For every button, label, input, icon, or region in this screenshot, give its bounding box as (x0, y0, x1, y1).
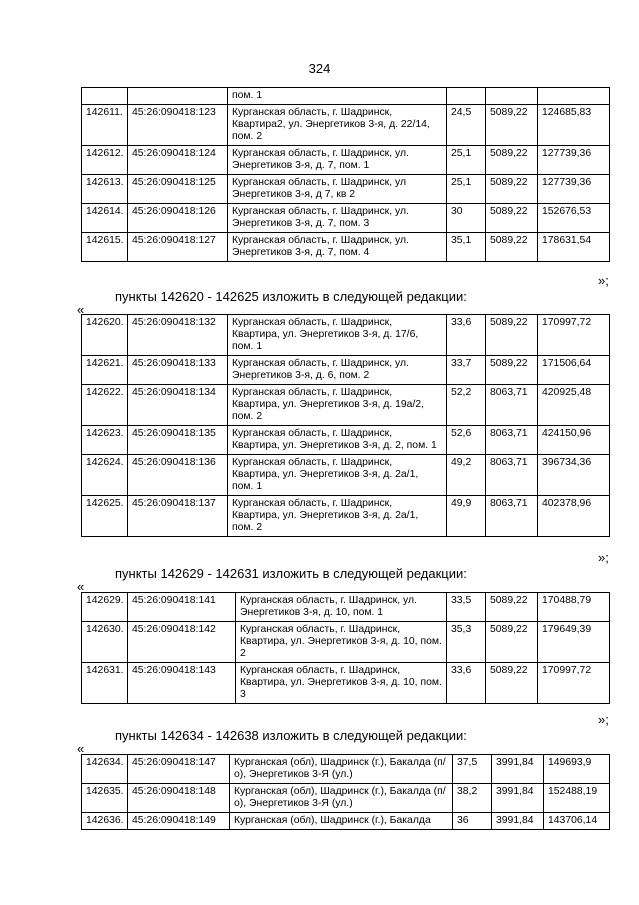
address-cell: Курганская область, г. Шадринск, Квартира, ул. Энергетиков 3-я, д. 2а/1, пом. 1 (228, 455, 447, 496)
area-cell: 25,1 (447, 146, 486, 175)
total-cell: 124685,83 (538, 105, 610, 146)
address-cell: Курганская область, г. Шадринск, ул. Энергетиков 3-я, д. 6, пом. 2 (228, 356, 447, 385)
cadastral-number-cell: 45:26:090418:124 (128, 146, 228, 175)
address-cell: Курганская область, г. Шадринск, ул Энергетиков 3-я, д 7, кв 2 (228, 175, 447, 204)
area-cell: 24,5 (447, 105, 486, 146)
price-cell: 8063,71 (486, 455, 538, 496)
area-cell: 33,6 (447, 663, 486, 704)
cadastral-number-cell: 45:26:090418:149 (128, 813, 230, 830)
price-cell: 5089,22 (486, 593, 538, 622)
item-number-cell: 142636. (82, 813, 128, 830)
section-heading-1: пункты 142620 - 142625 изложить в следующей редакции: (115, 289, 467, 304)
closing-quote-1: »; (598, 273, 609, 288)
table-row (82, 755, 610, 784)
table-row (82, 455, 610, 496)
area-cell: 49,9 (447, 496, 486, 537)
area-cell: 25,1 (447, 175, 486, 204)
total-cell: 170997,72 (538, 663, 610, 704)
table-row (82, 105, 610, 146)
item-number-cell: 142624. (82, 455, 128, 496)
cadastral-number-cell: 45:26:090418:143 (128, 663, 236, 704)
item-number-cell: 142634. (82, 755, 128, 784)
address-cell: Курганская (обл), Шадринск (г.), Бакалда (230, 813, 453, 830)
item-number-cell: 142615. (82, 233, 128, 262)
item-number-cell: 142621. (82, 356, 128, 385)
total-cell: 170997,72 (538, 315, 610, 356)
cadastral-number-cell: 45:26:090418:126 (128, 204, 228, 233)
table-row (82, 622, 610, 663)
table-2 (81, 314, 610, 537)
total-cell: 420925,48 (538, 385, 610, 426)
item-number-cell: 142623. (82, 426, 128, 455)
address-cell: Курганская область, г. Шадринск, Квартира, ул. Энергетиков 3-я, д. 2, пом. 1 (228, 426, 447, 455)
closing-quote-3: »; (598, 712, 609, 727)
address-cell: Курганская область, г. Шадринск, ул. Энергетиков 3-я, д. 7, пом. 1 (228, 146, 447, 175)
item-number-cell (82, 88, 128, 105)
table-row (82, 426, 610, 455)
area-cell: 30 (447, 204, 486, 233)
table-row (82, 233, 610, 262)
address-cell: Курганская (обл), Шадринск (г.), Бакалда (п/о), Энергетиков 3-Я (ул.) (230, 755, 453, 784)
area-cell: 37,5 (453, 755, 492, 784)
closing-quote-2: »; (598, 550, 609, 565)
total-cell: 170488,79 (538, 593, 610, 622)
price-cell: 5089,22 (486, 622, 538, 663)
page-number: 324 (308, 61, 331, 76)
area-cell: 33,5 (447, 593, 486, 622)
table-row (82, 593, 610, 622)
area-cell: 52,6 (447, 426, 486, 455)
cadastral-number-cell: 45:26:090418:137 (128, 496, 228, 537)
item-number-cell: 142629. (82, 593, 128, 622)
area-cell: 33,6 (447, 315, 486, 356)
price-cell: 5089,22 (486, 356, 538, 385)
area-cell: 38,2 (453, 784, 492, 813)
address-cell: Курганская область, г. Шадринск, Квартира, ул. Энергетиков 3-я, д. 19а/2, пом. 2 (228, 385, 447, 426)
price-cell: 5089,22 (486, 315, 538, 356)
total-cell: 149693,9 (544, 755, 610, 784)
table-row (82, 663, 610, 704)
price-cell: 5089,22 (486, 175, 538, 204)
price-cell: 5089,22 (486, 233, 538, 262)
table-3-body (82, 593, 610, 704)
total-cell: 179649,39 (538, 622, 610, 663)
item-number-cell: 142614. (82, 204, 128, 233)
opening-quote-2: « (77, 579, 85, 594)
cadastral-number-cell (128, 88, 228, 105)
address-cell: Курганская область, г. Шадринск, Квартира, ул. Энергетиков 3-я, д. 2а/1, пом. 2 (228, 496, 447, 537)
total-cell: 402378,96 (538, 496, 610, 537)
item-number-cell: 142611. (82, 105, 128, 146)
total-cell: 143706,14 (544, 813, 610, 830)
cadastral-number-cell: 45:26:090418:123 (128, 105, 228, 146)
price-cell: 8063,71 (486, 496, 538, 537)
table-row (82, 496, 610, 537)
area-cell: 35,1 (447, 233, 486, 262)
total-cell: 171506,64 (538, 356, 610, 385)
price-cell: 5089,22 (486, 663, 538, 704)
price-cell: 5089,22 (486, 105, 538, 146)
opening-quote-3: « (77, 741, 85, 756)
address-cell: пом. 1 (228, 88, 447, 105)
section-heading-2: пункты 142629 - 142631 изложить в следующей редакции: (115, 566, 467, 581)
total-cell (538, 88, 610, 105)
opening-quote-1: « (77, 302, 85, 317)
address-cell: Курганская область, г. Шадринск, Квартира, ул. Энергетиков 3-я, д. 10, пом. 2 (236, 622, 447, 663)
price-cell: 8063,71 (486, 426, 538, 455)
cadastral-number-cell: 45:26:090418:147 (128, 755, 230, 784)
item-number-cell: 142612. (82, 146, 128, 175)
item-number-cell: 142622. (82, 385, 128, 426)
table-3 (81, 592, 610, 704)
table-4 (81, 754, 610, 830)
table-row (82, 784, 610, 813)
cadastral-number-cell: 45:26:090418:135 (128, 426, 228, 455)
cadastral-number-cell: 45:26:090418:132 (128, 315, 228, 356)
address-cell: Курганская область, г. Шадринск, ул. Энергетиков 3-я, д. 7, пом. 3 (228, 204, 447, 233)
cadastral-number-cell: 45:26:090418:133 (128, 356, 228, 385)
table-1-body (82, 88, 610, 262)
table-row (82, 315, 610, 356)
area-cell: 35,3 (447, 622, 486, 663)
address-cell: Курганская область, г. Шадринск, ул. Энергетиков 3-я, д. 7, пом. 4 (228, 233, 447, 262)
item-number-cell: 142620. (82, 315, 128, 356)
price-cell: 3991,84 (492, 813, 544, 830)
area-cell (447, 88, 486, 105)
address-cell: Курганская область, г. Шадринск, Квартира, ул. Энергетиков 3-я, д. 17/6, пом. 1 (228, 315, 447, 356)
cadastral-number-cell: 45:26:090418:141 (128, 593, 236, 622)
address-cell: Курганская область, г. Шадринск, Квартира2, ул. Энергетиков 3-я, д. 22/14, пом. 2 (228, 105, 447, 146)
table-row (82, 175, 610, 204)
cadastral-number-cell: 45:26:090418:142 (128, 622, 236, 663)
price-cell: 8063,71 (486, 385, 538, 426)
price-cell (486, 88, 538, 105)
price-cell: 3991,84 (492, 755, 544, 784)
total-cell: 127739,36 (538, 175, 610, 204)
section-heading-3: пункты 142634 - 142638 изложить в следующей редакции: (115, 728, 467, 743)
area-cell: 52,2 (447, 385, 486, 426)
total-cell: 178631,54 (538, 233, 610, 262)
total-cell: 127739,36 (538, 146, 610, 175)
address-cell: Курганская область, г. Шадринск, ул. Энергетиков 3-я, д. 10, пом. 1 (236, 593, 447, 622)
item-number-cell: 142631. (82, 663, 128, 704)
table-row (82, 204, 610, 233)
price-cell: 5089,22 (486, 204, 538, 233)
cadastral-number-cell: 45:26:090418:148 (128, 784, 230, 813)
table-row (82, 356, 610, 385)
cadastral-number-cell: 45:26:090418:134 (128, 385, 228, 426)
total-cell: 152676,53 (538, 204, 610, 233)
item-number-cell: 142635. (82, 784, 128, 813)
item-number-cell: 142613. (82, 175, 128, 204)
cadastral-number-cell: 45:26:090418:125 (128, 175, 228, 204)
area-cell: 33,7 (447, 356, 486, 385)
total-cell: 424150,96 (538, 426, 610, 455)
table-row (82, 146, 610, 175)
total-cell: 396734,36 (538, 455, 610, 496)
table-1 (81, 87, 610, 262)
price-cell: 5089,22 (486, 146, 538, 175)
address-cell: Курганская область, г. Шадринск, Квартира, ул. Энергетиков 3-я, д. 10, пом. 3 (236, 663, 447, 704)
table-2-body (82, 315, 610, 537)
table-row (82, 813, 610, 830)
area-cell: 36 (453, 813, 492, 830)
item-number-cell: 142625. (82, 496, 128, 537)
cadastral-number-cell: 45:26:090418:136 (128, 455, 228, 496)
table-row (82, 385, 610, 426)
item-number-cell: 142630. (82, 622, 128, 663)
total-cell: 152488,19 (544, 784, 610, 813)
address-cell: Курганская (обл), Шадринск (г.), Бакалда (п/о), Энергетиков 3-Я (ул.) (230, 784, 453, 813)
area-cell: 49,2 (447, 455, 486, 496)
price-cell: 3991,84 (492, 784, 544, 813)
cadastral-number-cell: 45:26:090418:127 (128, 233, 228, 262)
table-row (82, 88, 610, 105)
table-4-body (82, 755, 610, 830)
